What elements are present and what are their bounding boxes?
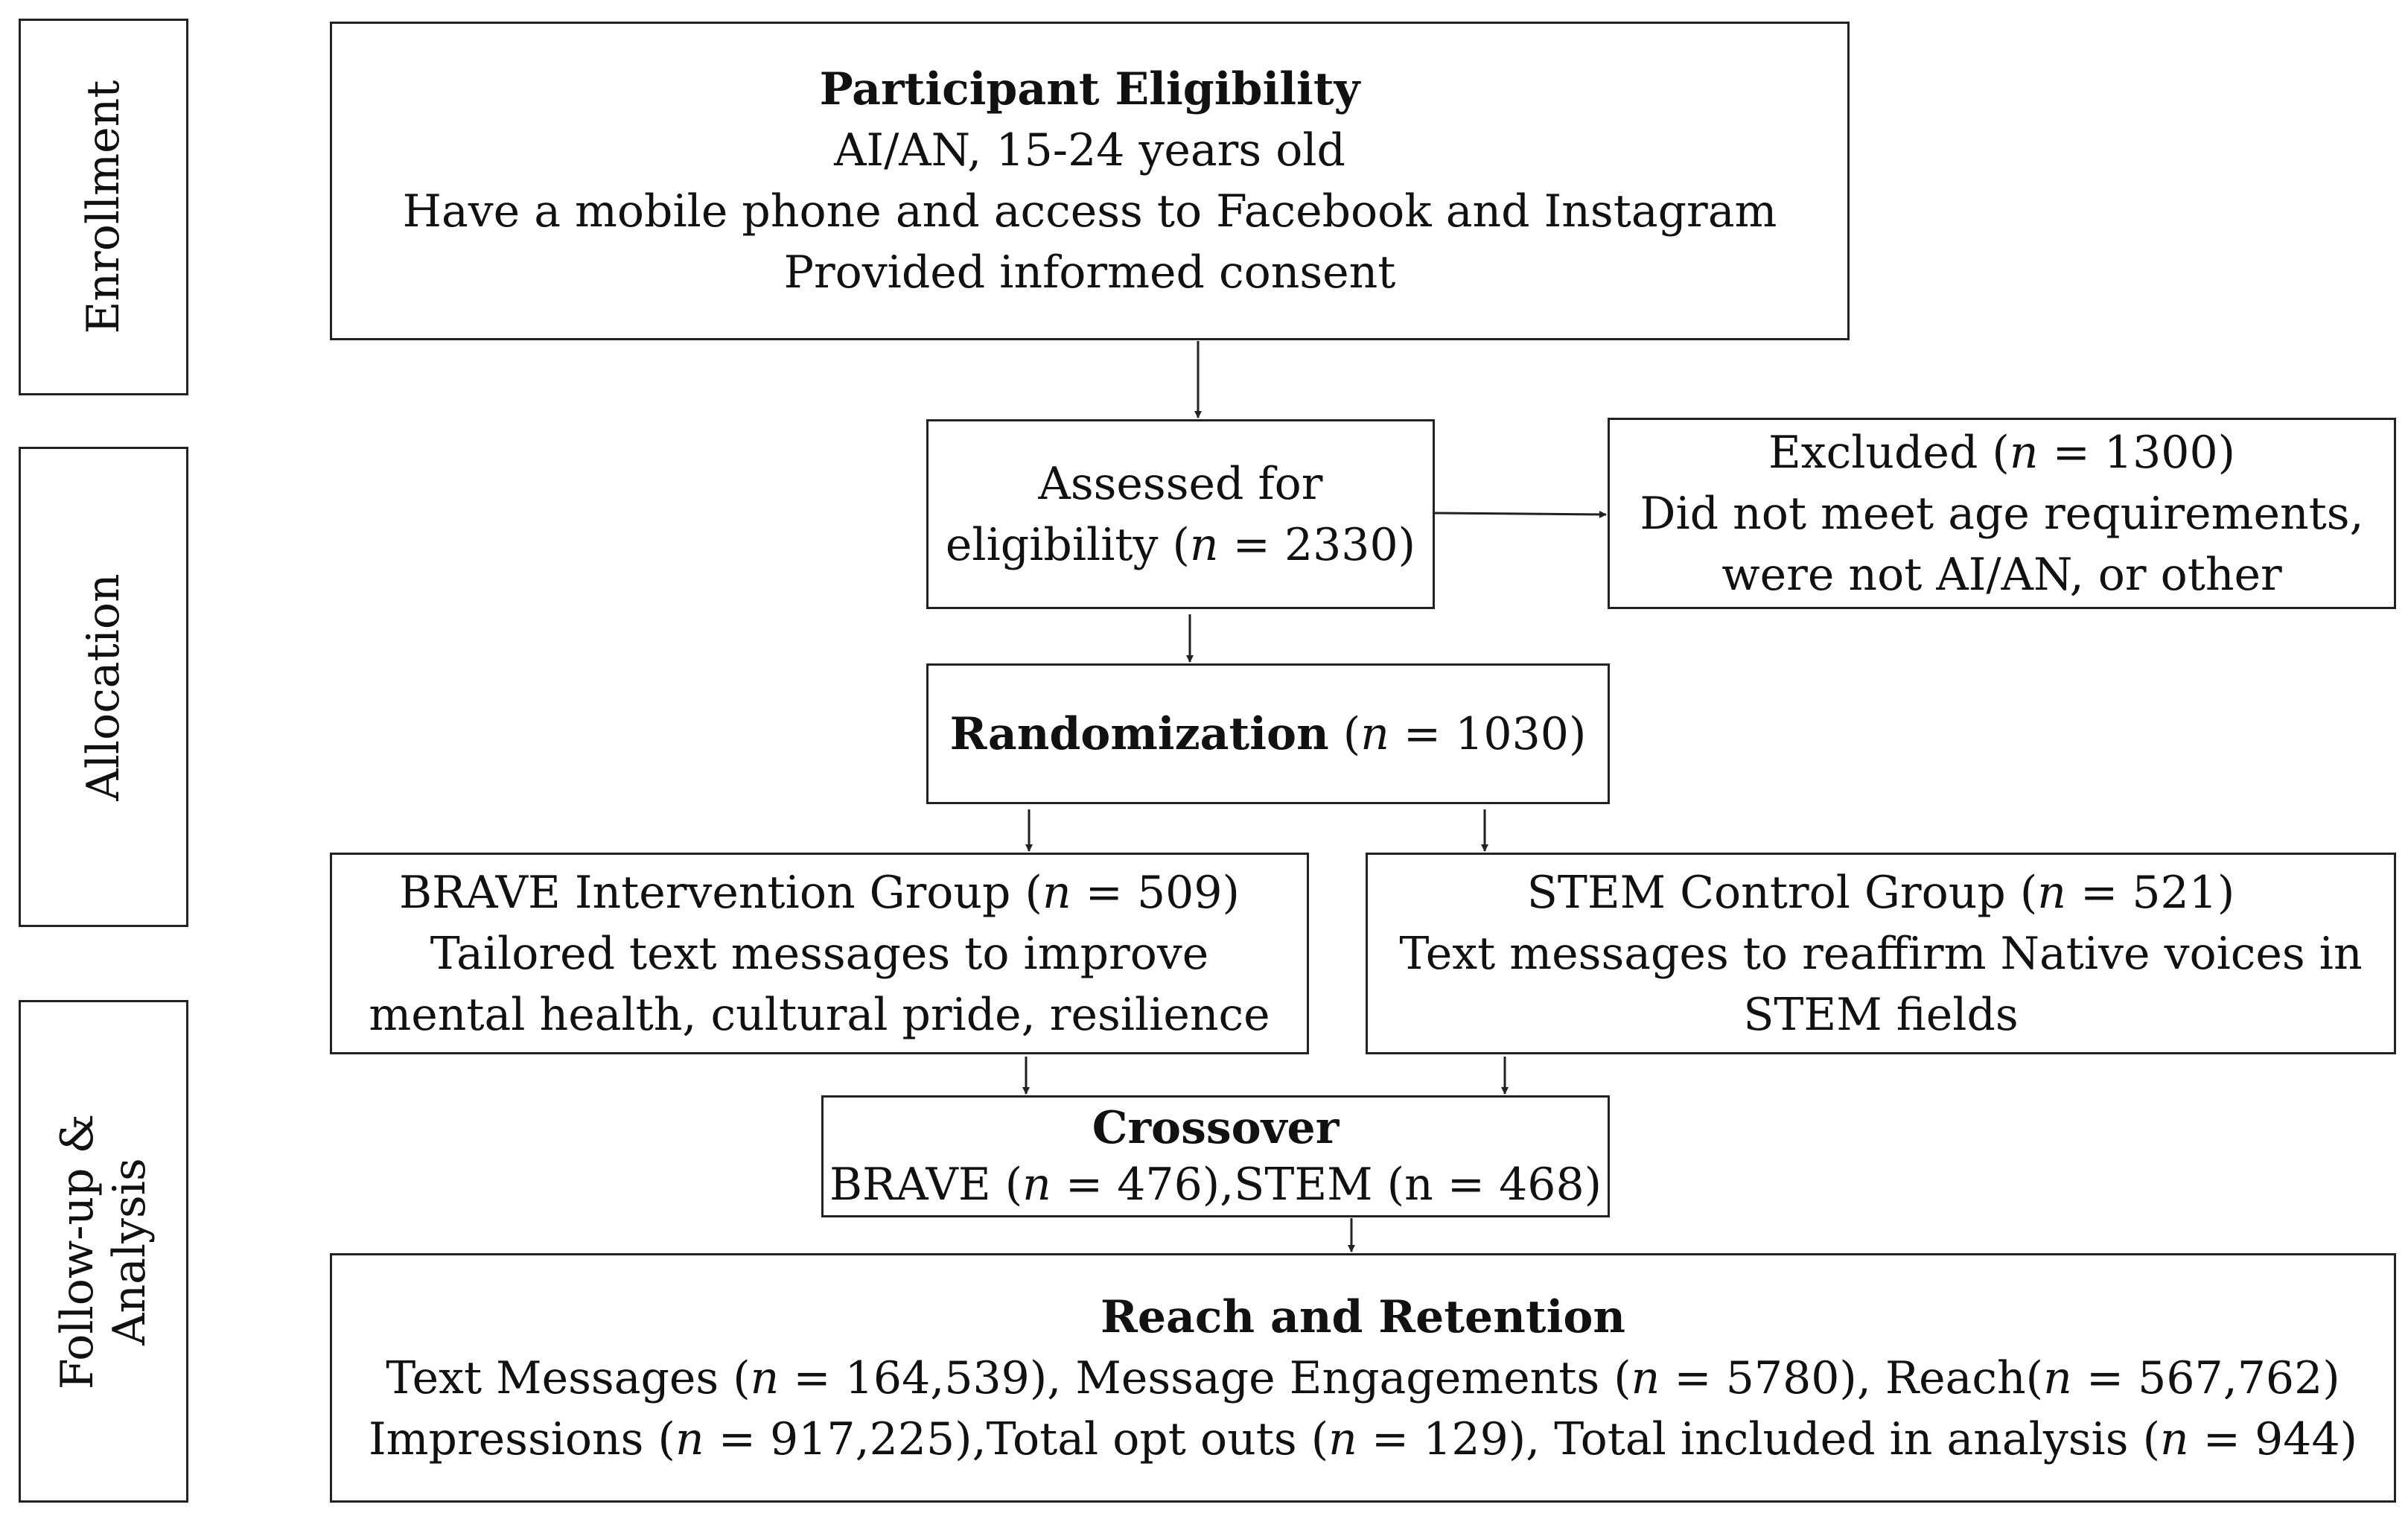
n-label: n	[1189, 518, 1219, 571]
crossover-title: Crossover	[1092, 1102, 1340, 1154]
text: = 944)	[2188, 1413, 2358, 1465]
n-label: n	[2037, 866, 2066, 919]
arrow	[1435, 513, 1606, 515]
eligibility-line: AI/AN, 15-24 years old	[834, 124, 1345, 176]
eligibility-line: Have a mobile phone and access to Facebook and Instagram	[402, 185, 1777, 238]
n-label: n	[1042, 866, 1071, 919]
stem-line3: STEM fields	[1743, 988, 2019, 1041]
reach-title: Reach and Retention	[1101, 1290, 1625, 1343]
n-value: = 509)	[1071, 866, 1240, 919]
text: = 476),STEM (n = 468)	[1051, 1159, 1602, 1211]
text: Excluded (	[1768, 426, 2010, 479]
n-label: n	[1022, 1159, 1051, 1211]
brave-line2: Tailored text messages to improve	[430, 927, 1209, 980]
n-value: = 1030)	[1389, 707, 1587, 760]
excluded-line2: Did not meet age requirements,	[1640, 487, 2364, 540]
n-label: n	[1328, 1413, 1357, 1465]
eligibility-line: Provided informed consent	[783, 246, 1396, 299]
eligibility-title: Participant Eligibility	[819, 63, 1360, 115]
n-value: = 2330)	[1218, 518, 1416, 571]
n-label: n	[675, 1413, 704, 1465]
n-label: n	[1360, 707, 1389, 760]
text: STEM Control Group (	[1526, 866, 2038, 919]
assessed-line1: Assessed for	[1038, 457, 1323, 510]
phase-label: Allocation	[77, 573, 130, 801]
text: = 5780), Reach(	[1660, 1351, 2044, 1404]
text: BRAVE Intervention Group (	[399, 866, 1042, 919]
text: = 164,539), Message Engagements (	[779, 1351, 1631, 1404]
randomization-title: Randomization	[949, 707, 1329, 760]
n-value: = 1300)	[2038, 426, 2236, 479]
text: Text Messages (	[386, 1351, 751, 1404]
n-label: n	[2160, 1413, 2189, 1465]
text: (	[1328, 707, 1361, 760]
excluded-line3: were not AI/AN, or other	[1721, 548, 2282, 601]
text: = 129), Total included in analysis (	[1357, 1413, 2161, 1465]
n-label: n	[2043, 1351, 2072, 1404]
text: BRAVE (	[829, 1159, 1023, 1211]
brave-line3: mental health, cultural pride, resilience	[369, 988, 1270, 1041]
phase-label-line1: Follow-up &	[51, 1113, 103, 1389]
n-value: = 521)	[2065, 866, 2235, 919]
phase-label-line2: Analysis	[103, 1157, 156, 1346]
stem-line2: Text messages to reaffirm Native voices in	[1399, 927, 2363, 980]
text: Impressions (	[368, 1413, 675, 1465]
text: = 917,225),Total opt outs (	[704, 1413, 1329, 1465]
n-label: n	[750, 1351, 780, 1404]
text: = 567,762)	[2071, 1351, 2340, 1404]
n-label: n	[1631, 1351, 1660, 1404]
text: eligibility (	[945, 518, 1190, 571]
n-label: n	[2009, 426, 2039, 479]
phase-label: Enrollment	[77, 80, 130, 334]
